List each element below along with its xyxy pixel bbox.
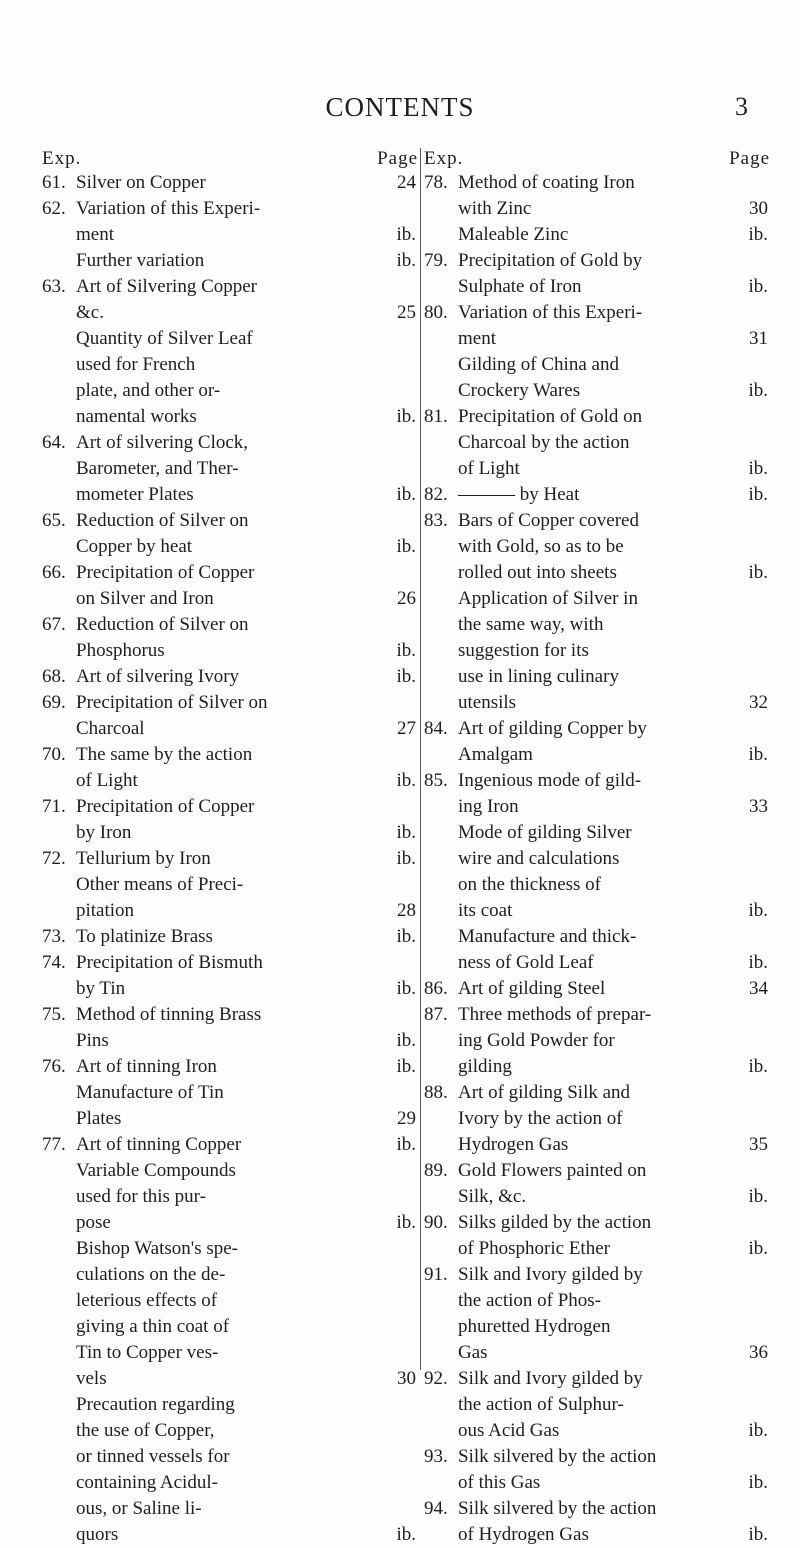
entry-number: 63. bbox=[42, 276, 66, 297]
entry-title-line: ing Iron bbox=[458, 796, 519, 817]
entry-title-line: rolled out into sheets bbox=[458, 562, 617, 583]
entry-number: 64. bbox=[42, 432, 66, 453]
toc-entry bbox=[42, 950, 418, 1002]
entry-title-line: phuretted Hydrogen bbox=[458, 1316, 611, 1337]
entry-page: ib. bbox=[748, 1238, 768, 1259]
entry-title-line: containing Acidul- bbox=[76, 1472, 218, 1493]
entry-title bbox=[42, 1392, 296, 1548]
entry-title-line: Ingenious mode of gild- bbox=[458, 770, 642, 791]
entry-title-line: Variation of this Experi- bbox=[458, 302, 643, 323]
entry-page: ib. bbox=[396, 1524, 416, 1545]
entry-title-line: plate, and other or- bbox=[76, 380, 221, 401]
entry-title-line: ous Acid Gas bbox=[458, 1420, 560, 1441]
entry-title bbox=[42, 170, 296, 196]
toc-entry bbox=[424, 1366, 770, 1444]
entry-number: 79. bbox=[424, 250, 448, 271]
entry-title bbox=[42, 248, 296, 274]
page-header bbox=[0, 92, 800, 128]
entry-title bbox=[424, 508, 658, 586]
entry-title-line: Tin to Copper ves- bbox=[76, 1342, 219, 1363]
entry-number: 89. bbox=[424, 1160, 448, 1181]
entry-page: ib. bbox=[396, 484, 416, 505]
toc-entry bbox=[42, 924, 418, 950]
entry-page: ib. bbox=[748, 562, 768, 583]
entry-page: ib. bbox=[396, 770, 416, 791]
entry-page: 33 bbox=[749, 796, 768, 817]
entry-number: 70. bbox=[42, 744, 66, 765]
entry-title bbox=[42, 1002, 296, 1054]
entry-page: ib. bbox=[748, 900, 768, 921]
entry-title-line: Charcoal bbox=[76, 718, 145, 739]
entry-number: 75. bbox=[42, 1004, 66, 1025]
entry-title-line: of Light bbox=[458, 458, 520, 479]
entry-number: 62. bbox=[42, 198, 66, 219]
entry-title-line: ment bbox=[458, 328, 496, 349]
entry-title bbox=[424, 1158, 658, 1210]
entry-page: ib. bbox=[748, 380, 768, 401]
entry-title-line: Gold Flowers painted on bbox=[458, 1160, 647, 1181]
toc-entry bbox=[424, 820, 770, 924]
entry-title-line: Quantity of Silver Leaf bbox=[76, 328, 253, 349]
entry-page: ib. bbox=[396, 666, 416, 687]
entry-title-line: namental works bbox=[76, 406, 197, 427]
entry-page: ib. bbox=[748, 1472, 768, 1493]
toc-entry bbox=[424, 1080, 770, 1158]
entry-title-line: on Silver and Iron bbox=[76, 588, 214, 609]
toc-entry bbox=[424, 300, 770, 352]
entry-title bbox=[424, 976, 658, 1002]
entry-page: 28 bbox=[397, 900, 416, 921]
toc-entry bbox=[424, 404, 770, 482]
entry-page: ib. bbox=[396, 250, 416, 271]
entry-title-line: gilding bbox=[458, 1056, 512, 1077]
entry-title-line: Barometer, and Ther- bbox=[76, 458, 239, 479]
toc-entry bbox=[424, 1210, 770, 1262]
entry-page: ib. bbox=[748, 1186, 768, 1207]
entry-title-line: pitation bbox=[76, 900, 135, 921]
entry-title-line: Reduction of Silver on bbox=[76, 510, 249, 531]
entry-title-line: Sulphate of Iron bbox=[458, 276, 582, 297]
entry-title-line: on the thickness of bbox=[458, 874, 602, 895]
entry-title-line: used for this pur- bbox=[76, 1186, 206, 1207]
entry-title-line: culations on the de- bbox=[76, 1264, 226, 1285]
toc-entry bbox=[42, 794, 418, 846]
entry-number: 82. bbox=[424, 484, 448, 505]
entry-title-line: use in lining culinary bbox=[458, 666, 619, 687]
entry-number: 87. bbox=[424, 1004, 448, 1025]
toc-entry bbox=[424, 768, 770, 820]
entry-title bbox=[424, 768, 658, 820]
entry-title-line: Variation of this Experi- bbox=[76, 198, 261, 219]
entry-page: 34 bbox=[749, 978, 768, 999]
entry-title-line: Amalgam bbox=[458, 744, 533, 765]
entry-page: ib. bbox=[396, 978, 416, 999]
entry-title-line: of this Gas bbox=[458, 1472, 541, 1493]
toc-entry bbox=[424, 1444, 770, 1496]
entry-title-line: The same by the action bbox=[76, 744, 253, 765]
entry-number: 66. bbox=[42, 562, 66, 583]
entry-title-line: Silks gilded by the action bbox=[458, 1212, 652, 1233]
entry-title-line: Mode of gilding Silver bbox=[458, 822, 632, 843]
entry-title-line: Manufacture and thick- bbox=[458, 926, 637, 947]
toc-entry bbox=[42, 1132, 418, 1158]
entry-title bbox=[424, 820, 658, 924]
entry-page: 32 bbox=[749, 692, 768, 713]
exp-heading: Exp. bbox=[424, 148, 464, 169]
entry-title bbox=[42, 196, 296, 248]
entry-title-line: Copper by heat bbox=[76, 536, 193, 557]
entry-number: 68. bbox=[42, 666, 66, 687]
entry-number: 72. bbox=[42, 848, 66, 869]
toc-entry bbox=[42, 326, 418, 430]
entry-page: ib. bbox=[748, 1056, 768, 1077]
entry-page: 31 bbox=[749, 328, 768, 349]
entry-title-line: utensils bbox=[458, 692, 517, 713]
entry-title bbox=[42, 846, 296, 872]
entry-title-line: Application of Silver in bbox=[458, 588, 638, 609]
entry-title bbox=[424, 1002, 658, 1080]
entry-title-line: Art of gilding Steel bbox=[458, 978, 606, 999]
entry-page: 24 bbox=[397, 172, 416, 193]
toc-entry bbox=[42, 872, 418, 924]
entry-title-line: Bishop Watson's spe- bbox=[76, 1238, 238, 1259]
entry-number: 86. bbox=[424, 978, 448, 999]
entry-number: 91. bbox=[424, 1264, 448, 1285]
entry-title bbox=[42, 742, 296, 794]
entry-page: ib. bbox=[396, 1134, 416, 1155]
entry-title bbox=[42, 872, 296, 924]
toc-entry bbox=[424, 976, 770, 1002]
entry-number: 88. bbox=[424, 1082, 448, 1103]
toc-entry bbox=[42, 248, 418, 274]
entry-title-line: Art of tinning Copper bbox=[76, 1134, 242, 1155]
entry-title-line: Pins bbox=[76, 1030, 109, 1051]
entry-title-line: Tellurium by Iron bbox=[76, 848, 211, 869]
page-heading: Page bbox=[729, 148, 770, 169]
entry-number: 90. bbox=[424, 1212, 448, 1233]
entry-title-line: its coat bbox=[458, 900, 513, 921]
entry-title-line: Method of coating Iron bbox=[458, 172, 635, 193]
entry-page: 30 bbox=[749, 198, 768, 219]
left-column-header bbox=[42, 148, 418, 170]
entry-title-line: &c. bbox=[76, 302, 104, 323]
toc-entry bbox=[42, 1158, 418, 1236]
toc-entry bbox=[42, 742, 418, 794]
right-column-header bbox=[424, 148, 770, 170]
toc-entry bbox=[424, 716, 770, 768]
entry-title bbox=[42, 1158, 296, 1236]
entry-title-line: vels bbox=[76, 1368, 107, 1389]
toc-entry bbox=[424, 1262, 770, 1366]
entry-page: ib. bbox=[396, 1056, 416, 1077]
entry-number: 67. bbox=[42, 614, 66, 635]
entry-title bbox=[42, 508, 296, 560]
entry-page: ib. bbox=[396, 224, 416, 245]
page-heading: Page bbox=[377, 148, 418, 169]
entry-title-line: the action of Sulphur- bbox=[458, 1394, 624, 1415]
page-number: 3 bbox=[735, 92, 748, 121]
entry-number: 81. bbox=[424, 406, 448, 427]
entry-title-line: Silk, &c. bbox=[458, 1186, 527, 1207]
entry-title-line: of Hydrogen Gas bbox=[458, 1524, 589, 1545]
toc-entry bbox=[424, 508, 770, 586]
right-entries bbox=[424, 170, 770, 1548]
entry-page: 35 bbox=[749, 1134, 768, 1155]
entry-title-line: Manufacture of Tin bbox=[76, 1082, 224, 1103]
toc-entry bbox=[42, 690, 418, 742]
entry-title-line: Charcoal by the action bbox=[458, 432, 630, 453]
entry-page: 25 bbox=[397, 302, 416, 323]
entry-page: ib. bbox=[748, 224, 768, 245]
entry-title-line: pose bbox=[76, 1212, 111, 1233]
entry-title-line: the same way, with bbox=[458, 614, 604, 635]
entry-page: ib. bbox=[396, 926, 416, 947]
entry-title-line: Plates bbox=[76, 1108, 122, 1129]
toc-entry bbox=[42, 612, 418, 664]
entry-title bbox=[42, 794, 296, 846]
entry-title bbox=[42, 430, 296, 508]
entry-title bbox=[424, 1080, 658, 1158]
entry-title-line: Silk and Ivory gilded by bbox=[458, 1264, 643, 1285]
entry-title-line: Precipitation of Gold by bbox=[458, 250, 643, 271]
entry-title-line: To platinize Brass bbox=[76, 926, 213, 947]
entry-title bbox=[424, 716, 658, 768]
toc-entry bbox=[42, 508, 418, 560]
entry-title-line: with Gold, so as to be bbox=[458, 536, 624, 557]
entry-page: ib. bbox=[748, 744, 768, 765]
entry-number: 65. bbox=[42, 510, 66, 531]
entry-number: 76. bbox=[42, 1056, 66, 1077]
toc-entry bbox=[424, 222, 770, 248]
column-divider bbox=[420, 148, 421, 1370]
right-column bbox=[424, 148, 770, 1548]
entry-title-line: Other means of Preci- bbox=[76, 874, 244, 895]
entry-title bbox=[42, 664, 296, 690]
entry-title bbox=[424, 404, 658, 482]
entry-title bbox=[424, 924, 658, 976]
entry-title-line: Art of silvering Ivory bbox=[76, 666, 240, 687]
entry-title bbox=[42, 274, 296, 326]
entry-title-line: Further variation bbox=[76, 250, 205, 271]
toc-entry bbox=[424, 1158, 770, 1210]
entry-title-line: Phosphorus bbox=[76, 640, 165, 661]
entry-title-line: used for French bbox=[76, 354, 196, 375]
entry-title-line: with Zinc bbox=[458, 198, 532, 219]
entry-title bbox=[42, 690, 296, 742]
toc-entry bbox=[424, 924, 770, 976]
entry-title-line: Art of Silvering Copper bbox=[76, 276, 258, 297]
entry-title-line: Three methods of prepar- bbox=[458, 1004, 652, 1025]
entry-page: 26 bbox=[397, 588, 416, 609]
entry-title-line: Bars of Copper covered bbox=[458, 510, 639, 531]
toc-entry bbox=[424, 482, 770, 508]
entry-title-line: Art of tinning Iron bbox=[76, 1056, 217, 1077]
entry-title-line: mometer Plates bbox=[76, 484, 194, 505]
entry-title-line: Silver on Copper bbox=[76, 172, 206, 193]
entry-title bbox=[424, 300, 658, 352]
toc-entry bbox=[42, 196, 418, 248]
entry-title-line: Reduction of Silver on bbox=[76, 614, 249, 635]
entry-title-line: giving a thin coat of bbox=[76, 1316, 230, 1337]
entry-title bbox=[42, 560, 296, 612]
toc-entry bbox=[42, 846, 418, 872]
entry-title-line: Precipitation of Silver on bbox=[76, 692, 268, 713]
toc-entry bbox=[42, 1392, 418, 1548]
toc-entry bbox=[424, 586, 770, 716]
entry-title-line: ness of Gold Leaf bbox=[458, 952, 594, 973]
toc-entry bbox=[424, 1496, 770, 1548]
entry-number: 80. bbox=[424, 302, 448, 323]
entry-title-line: Precaution regarding bbox=[76, 1394, 235, 1415]
entry-title-line: Silk silvered by the action bbox=[458, 1498, 657, 1519]
toc-entry bbox=[42, 1236, 418, 1392]
exp-heading: Exp. bbox=[42, 148, 82, 169]
entry-title-line: the use of Copper, bbox=[76, 1420, 215, 1441]
entry-title bbox=[42, 1080, 296, 1132]
entry-page: ib. bbox=[748, 1420, 768, 1441]
entry-page: ib. bbox=[748, 952, 768, 973]
toc-entry bbox=[42, 664, 418, 690]
entry-title-line: Gilding of China and bbox=[458, 354, 619, 375]
entry-title-line: Variable Compounds bbox=[76, 1160, 236, 1181]
entry-number: 73. bbox=[42, 926, 66, 947]
toc-entry bbox=[42, 1002, 418, 1054]
entry-title-line: Gas bbox=[458, 1342, 488, 1363]
toc-entry bbox=[424, 352, 770, 404]
entry-number: 74. bbox=[42, 952, 66, 973]
left-entries bbox=[42, 170, 418, 1548]
entry-page: ib. bbox=[396, 1030, 416, 1051]
entry-number: 84. bbox=[424, 718, 448, 739]
entry-title-line: Silk and Ivory gilded by bbox=[458, 1368, 643, 1389]
entry-title-line: Precipitation of Copper bbox=[76, 796, 255, 817]
entry-number: 94. bbox=[424, 1498, 448, 1519]
entry-title-line: Method of tinning Brass bbox=[76, 1004, 262, 1025]
entry-title-line: ment bbox=[76, 224, 114, 245]
entry-number: 61. bbox=[42, 172, 66, 193]
toc-entry bbox=[424, 170, 770, 222]
entry-page: ib. bbox=[748, 484, 768, 505]
entry-number: 69. bbox=[42, 692, 66, 713]
entry-title-line: wire and calculations bbox=[458, 848, 620, 869]
page-title: CONTENTS bbox=[325, 92, 475, 122]
entry-title bbox=[424, 352, 658, 404]
entry-page: ib. bbox=[396, 536, 416, 557]
entry-number: 78. bbox=[424, 172, 448, 193]
entry-title bbox=[424, 586, 658, 716]
entry-title-line: quors bbox=[76, 1524, 119, 1545]
entry-page: ib. bbox=[396, 406, 416, 427]
toc-entry bbox=[424, 1002, 770, 1080]
entry-title bbox=[42, 612, 296, 664]
entry-title-line: Silk silvered by the action bbox=[458, 1446, 657, 1467]
toc-entry bbox=[42, 1080, 418, 1132]
entry-number: 85. bbox=[424, 770, 448, 791]
entry-title-line: Crockery Wares bbox=[458, 380, 581, 401]
entry-title-line: Art of silvering Clock, bbox=[76, 432, 249, 453]
entry-page: ib. bbox=[396, 1212, 416, 1233]
entry-title bbox=[424, 1444, 658, 1496]
entry-page: ib. bbox=[748, 1524, 768, 1545]
entry-number: 93. bbox=[424, 1446, 448, 1467]
entry-title bbox=[42, 1132, 296, 1158]
toc-entry bbox=[42, 430, 418, 508]
entry-title bbox=[424, 222, 658, 248]
entry-page: ib. bbox=[396, 848, 416, 869]
entry-title bbox=[424, 1366, 658, 1444]
entry-title bbox=[42, 1054, 296, 1080]
left-column bbox=[42, 148, 418, 1548]
entry-title bbox=[424, 1210, 658, 1262]
toc-entry bbox=[42, 560, 418, 612]
entry-title bbox=[424, 1262, 658, 1366]
entry-number: 83. bbox=[424, 510, 448, 531]
entry-number: 92. bbox=[424, 1368, 448, 1389]
entry-title bbox=[42, 924, 296, 950]
entry-title-line: the action of Phos- bbox=[458, 1290, 602, 1311]
entry-page: ib. bbox=[396, 640, 416, 661]
entry-title-line: Maleable Zinc bbox=[458, 224, 569, 245]
toc-entry bbox=[424, 248, 770, 300]
entry-title-line: suggestion for its bbox=[458, 640, 589, 661]
toc-entry bbox=[42, 170, 418, 196]
entry-number: 71. bbox=[42, 796, 66, 817]
entry-page: 29 bbox=[397, 1108, 416, 1129]
entry-page: ib. bbox=[396, 822, 416, 843]
entry-page: 27 bbox=[397, 718, 416, 739]
entry-title-line: or tinned vessels for bbox=[76, 1446, 230, 1467]
entry-title bbox=[424, 248, 658, 300]
entry-title-line: Art of gilding Silk and bbox=[458, 1082, 631, 1103]
entry-number: 77. bbox=[42, 1134, 66, 1155]
entry-title-line: by Iron bbox=[76, 822, 132, 843]
entry-title-line: ——— by Heat bbox=[458, 484, 580, 505]
entry-title-line: ing Gold Powder for bbox=[458, 1030, 615, 1051]
entry-title-line: Precipitation of Gold on bbox=[458, 406, 643, 427]
entry-title-line: Precipitation of Copper bbox=[76, 562, 255, 583]
entry-title-line: Precipitation of Bismuth bbox=[76, 952, 263, 973]
toc-entry bbox=[42, 274, 418, 326]
entry-page: ib. bbox=[748, 276, 768, 297]
entry-title-line: by Tin bbox=[76, 978, 126, 999]
entry-page: ib. bbox=[748, 458, 768, 479]
toc-entry bbox=[42, 1054, 418, 1080]
entry-title-line: Hydrogen Gas bbox=[458, 1134, 569, 1155]
entry-title-line: of Light bbox=[76, 770, 138, 791]
entry-page: 30 bbox=[397, 1368, 416, 1389]
entry-title bbox=[42, 1236, 296, 1392]
entry-title-line: of Phosphoric Ether bbox=[458, 1238, 610, 1259]
entry-title bbox=[424, 170, 658, 222]
entry-title bbox=[42, 326, 296, 430]
entry-title bbox=[424, 1496, 658, 1548]
entry-page: 36 bbox=[749, 1342, 768, 1363]
entry-title-line: Art of gilding Copper by bbox=[458, 718, 647, 739]
entry-title-line: leterious effects of bbox=[76, 1290, 218, 1311]
entry-title-line: ous, or Saline li- bbox=[76, 1498, 202, 1519]
entry-title bbox=[424, 482, 658, 508]
entry-title-line: Ivory by the action of bbox=[458, 1108, 623, 1129]
entry-title bbox=[42, 950, 296, 1002]
